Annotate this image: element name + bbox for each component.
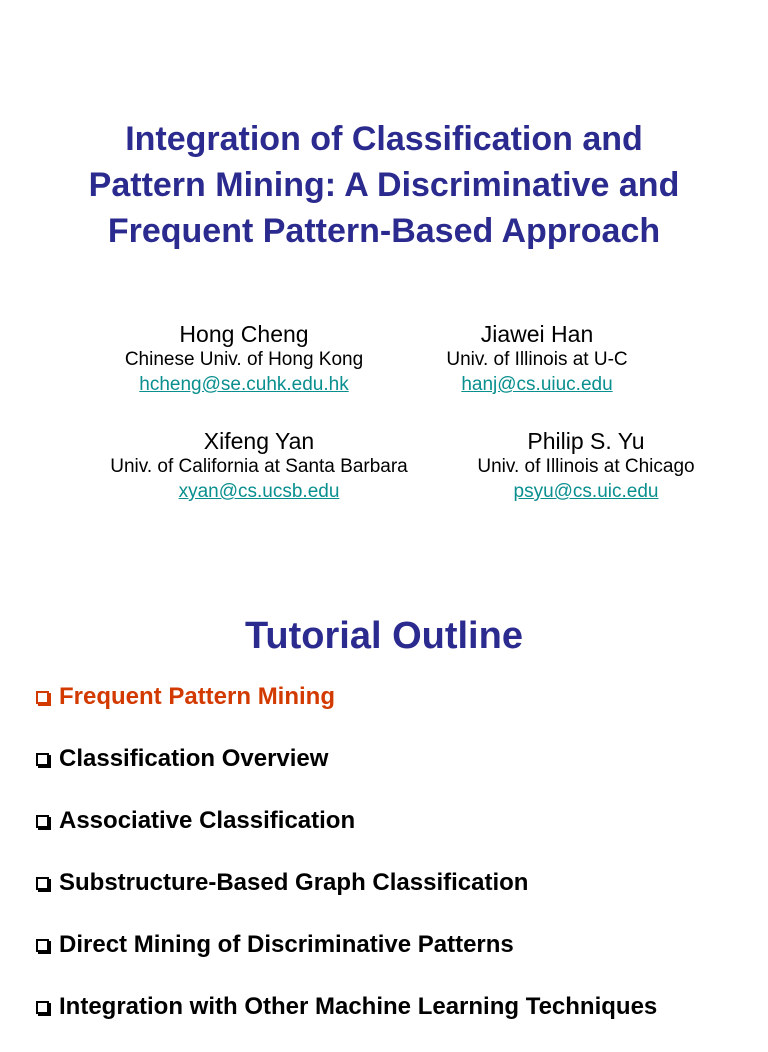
outline-item: [36, 742, 657, 804]
author-block: [94, 320, 394, 398]
outline-list: [36, 680, 657, 1052]
outline-item: [36, 804, 657, 866]
checkbox-bullet-icon: [36, 939, 49, 952]
outline-item: [36, 680, 657, 742]
author-name: Jiawei Han: [480, 321, 594, 347]
outline-item-label: Associative Classification: [59, 807, 356, 834]
author-affiliation: Univ. of Illinois at U-C: [446, 349, 628, 370]
author-email-link[interactable]: hanj@cs.uiuc.edu: [461, 374, 613, 395]
outline-item-label: Classification Overview: [59, 745, 329, 772]
author-name: Xifeng Yan: [203, 428, 315, 454]
checkbox-bullet-icon: [36, 815, 49, 828]
title-line: Pattern Mining: A Discriminative and: [88, 166, 680, 204]
title-line: Integration of Classification and: [125, 120, 643, 158]
checkbox-bullet-icon: [36, 877, 49, 890]
outline-item: [36, 990, 657, 1052]
outline-heading: Tutorial Outline: [245, 615, 523, 657]
outline-item: [36, 928, 657, 990]
author-email-link[interactable]: xyan@cs.ucsb.edu: [178, 481, 340, 502]
author-email-link[interactable]: psyu@cs.uic.edu: [513, 481, 659, 502]
outline-item-label: Frequent Pattern Mining: [59, 683, 335, 710]
outline-item-label: Integration with Other Machine Learning Techniques: [59, 993, 658, 1020]
checkbox-bullet-icon: [36, 1001, 49, 1014]
checkbox-bullet-icon: [36, 691, 49, 704]
author-affiliation: Univ. of California at Santa Barbara: [110, 456, 408, 477]
outline-item: [36, 866, 657, 928]
author-affiliation: Chinese Univ. of Hong Kong: [124, 349, 364, 370]
author-block: [446, 427, 726, 505]
outline-item-label: Direct Mining of Discriminative Patterns: [59, 931, 514, 958]
author-affiliation: Univ. of Illinois at Chicago: [477, 456, 695, 477]
author-block: [414, 320, 660, 398]
author-email-link[interactable]: hcheng@se.cuhk.edu.hk: [139, 374, 349, 395]
author-block: [74, 427, 444, 505]
outline-item-label: Substructure-Based Graph Classification: [59, 869, 529, 896]
title-line: Frequent Pattern-Based Approach: [107, 212, 661, 250]
checkbox-bullet-icon: [36, 753, 49, 766]
paper-title: [0, 116, 768, 254]
author-name: Hong Cheng: [179, 321, 309, 347]
author-name: Philip S. Yu: [527, 428, 645, 454]
